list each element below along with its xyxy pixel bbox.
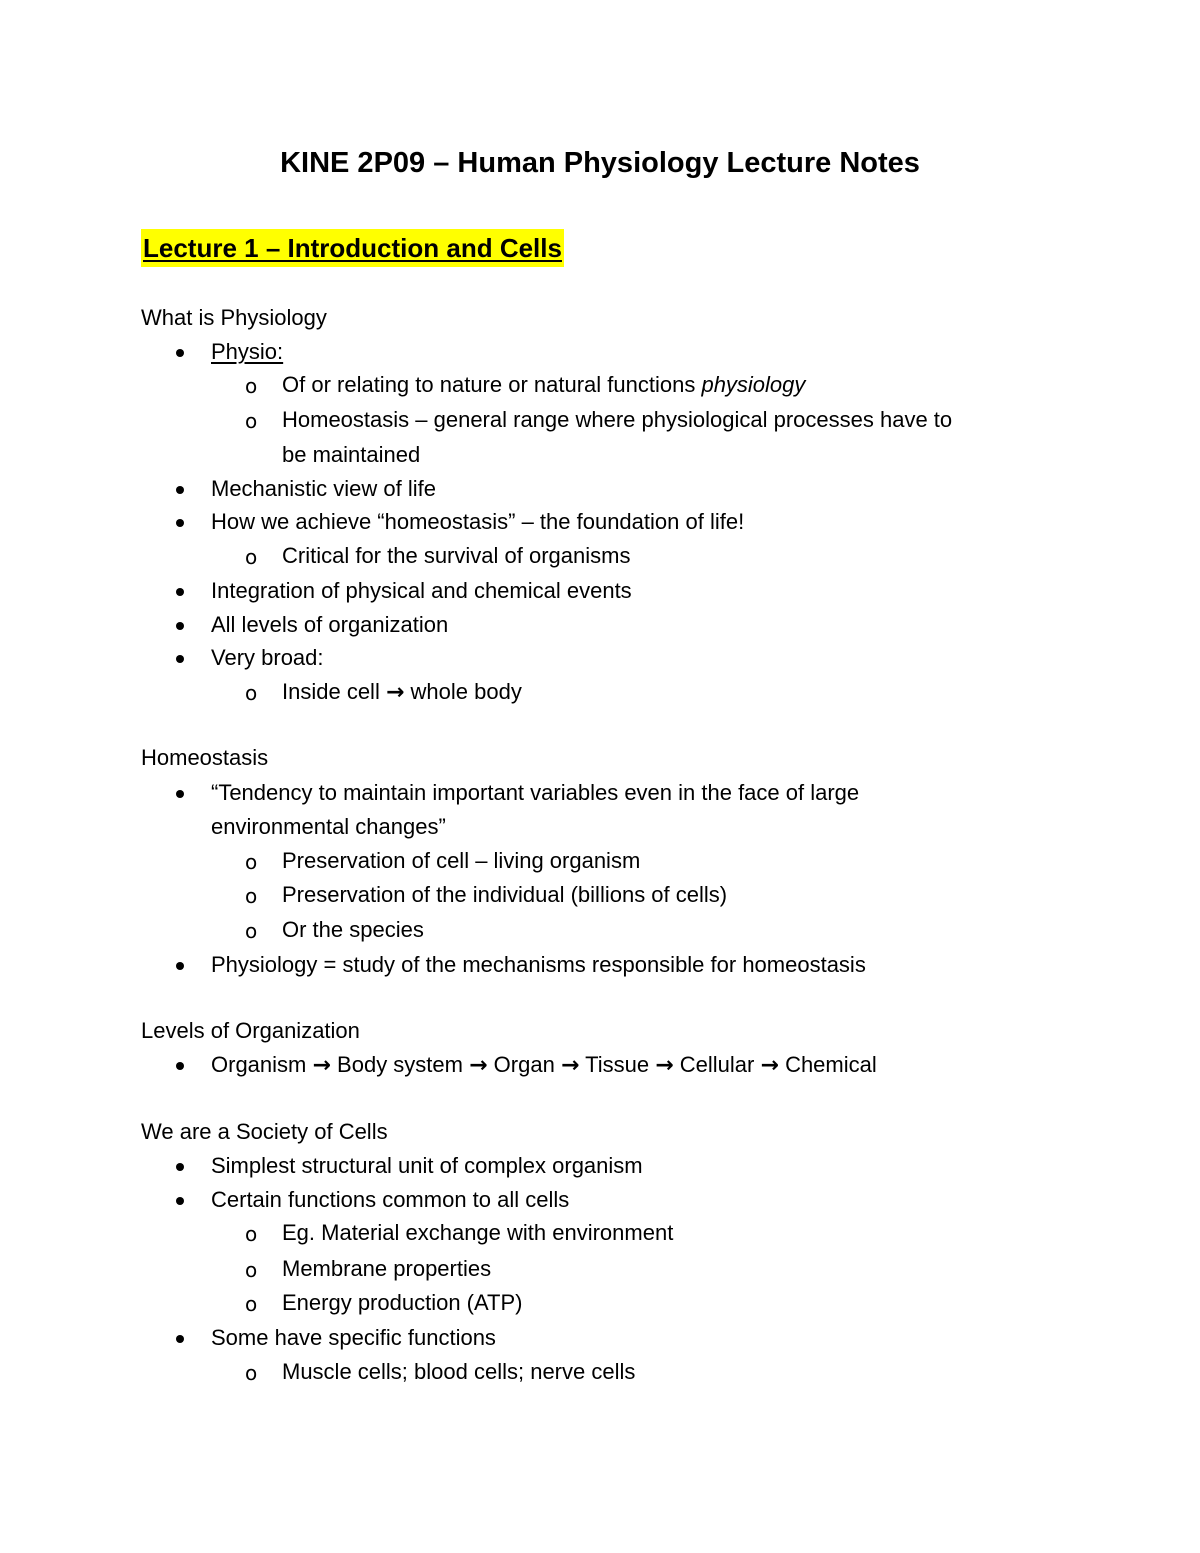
bullet-marker [176,655,184,663]
bullet-text: Simplest structural unit of complex organism [211,1153,643,1178]
sub-text: Membrane properties [282,1256,492,1281]
sub-bullet-marker: o [245,1361,258,1385]
bullet-marker [176,1062,184,1070]
sub-bullet-membrane [245,1252,1062,1286]
sub-bullet-preservation-cell [245,844,1062,878]
sub-bullet-marker: o [245,850,258,874]
nature-text: Of or relating to nature or natural functions [282,372,702,397]
sub-bullet-preservation-individual [245,878,1062,912]
section-heading-society: We are a Society of Cells [141,1119,388,1144]
sub-bullet-marker: o [245,1258,258,1282]
sub-bullet-marker: o [245,409,258,433]
bullet-tendency-cont [211,810,446,844]
sub-bullet-species [245,913,1062,947]
sub-text: Or the species [282,917,424,942]
sub-text: Preservation of cell – living organism [282,848,641,873]
sub-bullet-homeostasis [245,403,1062,437]
sub-text: Energy production (ATP) [282,1290,523,1315]
sub-bullet-material [245,1216,1062,1250]
sub-bullet-marker: o [245,1292,258,1316]
sub-text: Critical for the survival of organisms [282,543,631,568]
chain-organism: Organism [211,1052,307,1077]
bullet-marker [176,1163,184,1171]
chain-tissue: Tissue [585,1052,650,1077]
bullet-certain [211,1183,569,1217]
nature-italic: physiology [701,372,806,397]
document-title: KINE 2P09 – Human Physiology Lecture Notes [280,147,920,179]
arrow-icon: → [469,1053,488,1078]
bullet-levels [211,608,448,642]
chain-chemical: Chemical [785,1052,877,1077]
bullet-text: Certain functions common to all cells [211,1187,570,1212]
sub-text: Preservation of the individual (billions of cells) [282,882,728,907]
bullet-physio [211,335,283,369]
sub-bullet-energy [245,1286,1062,1320]
sub-bullet-muscle [245,1355,1062,1389]
bullet-marker [176,349,184,357]
sub-bullet-marker: o [245,884,258,908]
tendency-line1: “Tendency to maintain important variables even in the face of large [211,780,860,805]
bullet-text: Physiology = study of the mechanisms responsible for homeostasis [211,952,866,977]
bullet-simplest [211,1149,643,1183]
homeostasis-line2: be maintained [282,442,421,467]
sub-bullet-marker: o [245,681,258,705]
bullet-marker [176,1335,184,1343]
arrow-icon: → [312,1053,331,1078]
bullet-text: How we achieve “homeostasis” – the foundation of life! [211,509,745,534]
bullet-integration [211,574,632,608]
sub-bullet-nature [245,368,1062,402]
chain-organ: Organ [493,1052,555,1077]
bullet-text: Integration of physical and chemical events [211,578,632,603]
arrow-icon: → [760,1053,779,1078]
inside-cell-text: Inside cell [282,679,380,704]
sub-bullet-marker: o [245,919,258,943]
arrow-icon: → [655,1053,674,1078]
arrow-icon: → [560,1053,580,1078]
bullet-text: Some have specific functions [211,1325,496,1350]
section-heading-organization: Levels of Organization [141,1018,360,1043]
bullet-text: Very broad: [211,645,324,670]
whole-body-text: whole body [410,679,522,704]
chain-body-system: Body system [337,1052,463,1077]
bullet-mechanistic [211,472,436,506]
sub-text: Eg. Material exchange with environment [282,1220,674,1245]
chain-cellular: Cellular [679,1052,755,1077]
section-heading-physiology: What is Physiology [141,305,327,330]
sub-bullet-marker: o [245,545,258,569]
sub-bullet-marker: o [245,1222,258,1246]
bullet-tendency [211,776,859,810]
bullet-physiology-study [211,948,866,982]
tendency-line2: environmental changes” [211,814,446,839]
bullet-marker [176,790,184,798]
bullet-text: All levels of organization [211,612,449,637]
bullet-specific [211,1321,496,1355]
bullet-organization-chain [211,1048,877,1083]
sub-bullet-homeostasis-cont [282,438,1062,472]
bullet-marker [176,962,184,970]
sub-bullet-critical [245,539,1062,573]
bullet-text: Mechanistic view of life [211,476,436,501]
lecture-heading: Lecture 1 – Introduction and Cells [141,229,564,267]
section-heading-homeostasis: Homeostasis [141,745,269,770]
sub-text: Muscle cells; blood cells; nerve cells [282,1359,636,1384]
bullet-marker [176,588,184,596]
bullet-broad [211,641,324,675]
sub-bullet-marker: o [245,374,258,398]
bullet-marker [176,486,184,494]
bullet-marker [176,519,184,527]
bullet-marker [176,1197,184,1205]
homeostasis-line1: Homeostasis – general range where physiological processes have to [282,407,953,432]
bullet-marker [176,622,184,630]
bullet-achieve [211,505,744,539]
arrow-icon: → [385,680,405,705]
sub-bullet-inside-cell [245,675,1062,710]
physio-label: Physio: [211,339,284,364]
